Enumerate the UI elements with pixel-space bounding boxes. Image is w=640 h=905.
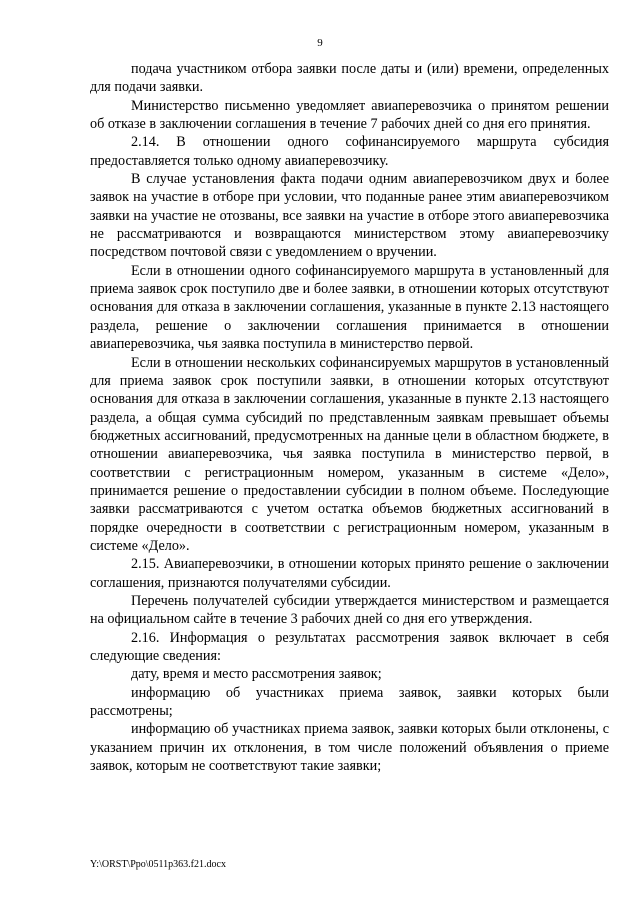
paragraph: Если в отношении одного софинансируемого маршрута в установленный для приема заявок срок поступило две и более заявки, в отношении которых отсутствуют основания для отказа в заключении соглашения, указанные в пункте 2.13 настоящего раздела, решение о заключении соглашения принимается в отношении авиаперевозчика, чья заявка поступила в министерство первой. [90,262,609,353]
file-path-footer: Y:\ORST\Ppo\0511p363.f21.docx [90,859,226,870]
paragraph: Перечень получателей субсидии утверждается министерством и размещается на официальном сайте в течение 3 рабочих дней со дня его утверждения. [90,592,609,628]
paragraph: В случае установления факта подачи одним авиаперевозчиком двух и более заявок на участие в отборе при условии, что поданные ранее этим авиаперевозчиком заявки на участие не отозваны, все заявки на участие в отборе этого авиаперевозчика не рассматриваются и возвращаются министерством этому авиаперевозчику посредством почтовой связи с уведомлением о вручении. [90,171,609,261]
paragraph: Министерство письменно уведомляет авиаперевозчика о принятом решении об отказе в заключении соглашения в течение 7 рабочих дней со дня его принятия. [90,97,609,133]
paragraph: 2.16. Информация о результатах рассмотрения заявок включает в себя следующие сведения: [90,629,609,664]
paragraph: информацию об участниках приема заявок, заявки которых были рассмотрены; [90,684,609,720]
document-body [90,60,609,775]
paragraph: информацию об участниках приема заявок, заявки которых были отклонены, с указанием причин их отклонения, в том числе положений объявления о приеме заявок, которым не соответствуют такие заявки; [90,721,609,775]
page-number: 9 [317,37,323,49]
paragraph: 2.14. В отношении одного софинансируемого маршрута субсидия предоставляется только одному авиаперевозчику. [90,134,609,169]
paragraph: Если в отношении нескольких софинансируемых маршрутов в установленный для приема заявок срок поступили заявки, в отношении которых отсутствуют основания для отказа в заключении соглашения, указанные в пункте 2.13 настоящего раздела, а общая сумма субсидий по представленным заявкам превышает объемы бюджетных ассигнований, предусмотренных на данные цели в областном бюджете, в отношении авиаперевозчика, чья заявка поступила в министерство первой, в соответствии с регистрационным номером, указанным в системе «Дело», принимается решение о предоставлении субсидии в полном объеме. Последующие заявки рассматриваются с учетом остатка объемов бюджетных ассигнований в порядке очередности в соответствии с регистрационным номером, указанным в системе «Дело». [90,354,609,554]
paragraph: дату, время и место рассмотрения заявок; [131,666,382,683]
paragraph: подача участником отбора заявки после даты и (или) времени, определенных для подачи заявки. [90,61,609,96]
paragraph: 2.15. Авиаперевозчики, в отношении которых принято решение о заключении соглашения, признаются получателями субсидии. [90,556,609,591]
